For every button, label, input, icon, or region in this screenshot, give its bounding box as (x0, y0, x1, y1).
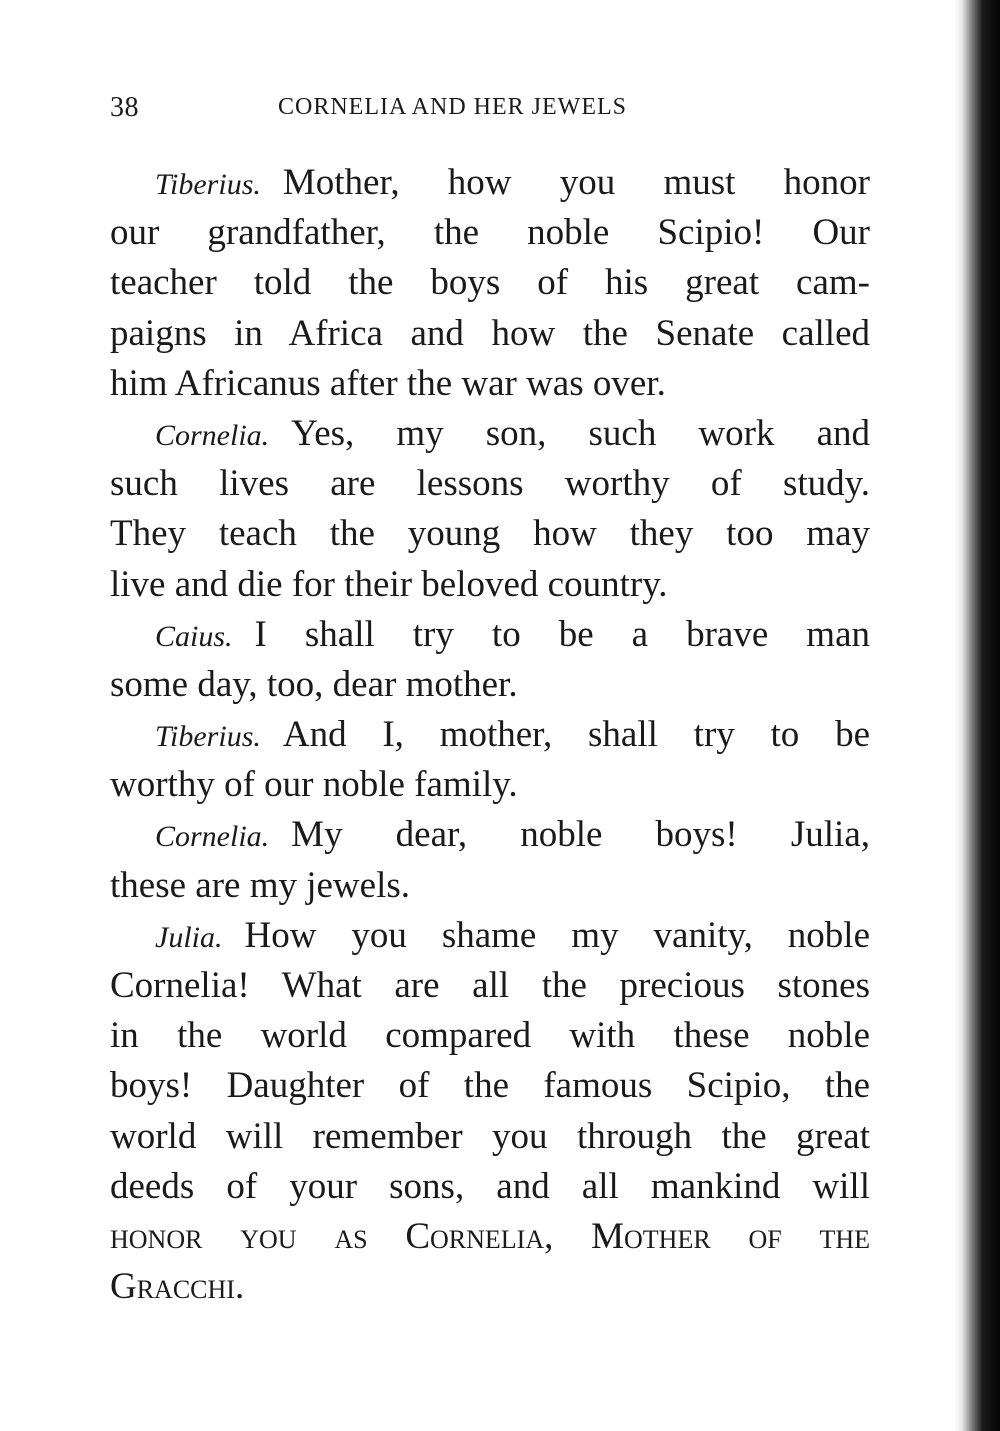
dialogue-text (110, 158, 870, 1312)
speaker-name: Tiberius. (155, 720, 261, 754)
text-line: these are my jewels. (110, 864, 410, 906)
text-line: How you shame my vanity, noble (244, 914, 870, 956)
text-line: My dear, noble boys! Julia, (291, 814, 870, 856)
text-line: And I, mother, shall try to be (282, 714, 870, 756)
text-line: deeds of your sons, and all mankind will (110, 1165, 870, 1207)
page-edge-shadow (954, 0, 1000, 1431)
paragraph-first-line (110, 409, 870, 459)
text-line: paigns in Africa and how the Senate called (110, 312, 870, 354)
paragraph-first-line (110, 911, 870, 961)
running-title: CORNELIA AND HER JEWELS (278, 94, 627, 120)
text-line: Yes, my son, such work and (291, 412, 870, 454)
page-number: 38 (110, 92, 139, 123)
text-line: Cornelia! What are all the precious stones (110, 965, 870, 1006)
text-line: some day, too, dear mother. (110, 663, 518, 705)
text-line: him Africanus after the war was over. (110, 362, 666, 404)
paragraph-first-line (110, 158, 870, 208)
speaker-name: Cornelia. (155, 418, 270, 452)
speaker-name: Tiberius. (155, 168, 261, 201)
text-line: They teach the young how they too may (110, 513, 870, 555)
text-line: boys! Daughter of the famous Scipio, the (110, 1065, 870, 1107)
text-line: worthy of our noble family. (110, 764, 518, 806)
text-line: such lives are lessons worthy of study. (110, 463, 870, 505)
text-line: teacher told the boys of his great cam- (110, 262, 870, 304)
text-line: I shall try to be a brave man (254, 613, 870, 655)
speaker-name: Caius. (155, 619, 233, 653)
text-line: Gracchi. (110, 1266, 245, 1308)
text-line: Mother, how you must honor (282, 162, 870, 203)
text-line: world will remember you through the great (110, 1115, 870, 1157)
page-header (110, 92, 730, 132)
text-line: in the world compared with these noble (110, 1015, 870, 1057)
speaker-name: Julia. (155, 920, 223, 954)
text-line: honor you as Cornelia, Mother of the (110, 1215, 870, 1257)
text-line: our grandfather, the noble Scipio! Our (110, 212, 870, 254)
paragraph-first-line (110, 810, 870, 860)
text-line: live and die for their beloved country. (110, 563, 668, 605)
paragraph-first-line (110, 710, 870, 760)
speaker-name: Cornelia. (155, 820, 270, 854)
paragraph-first-line (110, 610, 870, 660)
